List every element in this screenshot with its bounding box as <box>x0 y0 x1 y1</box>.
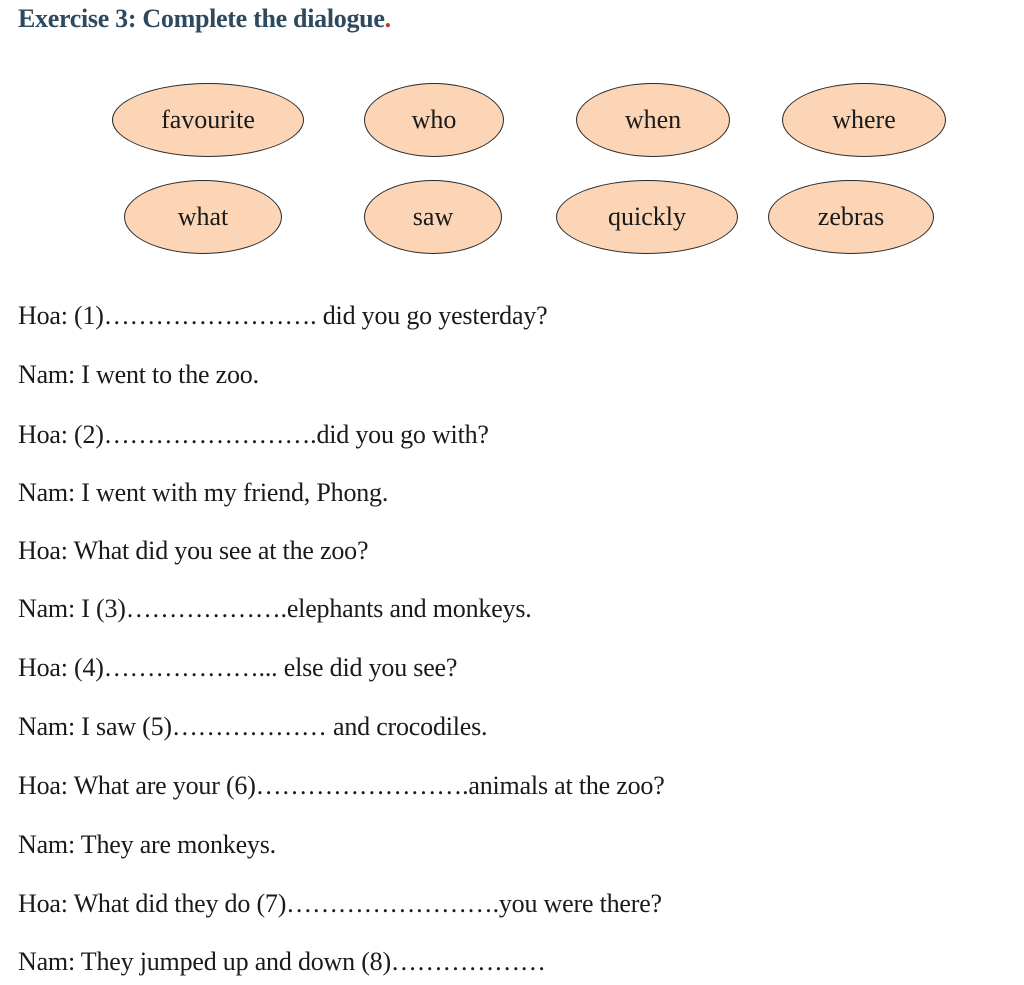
word-bubble-label: favourite <box>161 105 255 134</box>
dialogue-line: Hoa: (4)………………... else did you see? <box>18 653 458 682</box>
dialogue-line: Nam: I went to the zoo. <box>18 360 259 389</box>
exercise-title <box>18 4 391 34</box>
dialogue-line: Nam: I went with my friend, Phong. <box>18 478 389 507</box>
exercise-title-period: . <box>384 4 391 33</box>
dialogue-line: Hoa: What did you see at the zoo? <box>18 536 369 565</box>
word-bubble-quickly <box>556 180 738 254</box>
dialogue-line: Hoa: What did they do (7)…………………….you were there? <box>18 889 662 918</box>
word-bubble-favourite <box>112 83 304 157</box>
word-bubble-what <box>124 180 282 254</box>
dialogue-line: Hoa: (2)…………………….did you go with? <box>18 420 489 449</box>
word-bubble-label: when <box>624 105 682 134</box>
dialogue-line: Nam: I (3)……………….elephants and monkeys. <box>18 594 532 623</box>
exercise-title-text: Exercise 3: Complete the dialogue <box>18 4 385 33</box>
word-bubble-label: where <box>832 105 896 134</box>
word-bubble-label: what <box>177 202 229 231</box>
word-bubble-label: who <box>411 105 457 134</box>
word-bubble-saw <box>364 180 502 254</box>
word-bubble-label: zebras <box>817 202 885 231</box>
word-bubble-when <box>576 83 730 157</box>
dialogue-line: Hoa: (1)……………………. did you go yesterday? <box>18 301 548 330</box>
word-bubble-zebras <box>768 180 934 254</box>
dialogue-line: Nam: They jumped up and down (8)……………… <box>18 947 546 976</box>
dialogue-line: Nam: I saw (5)……………… and crocodiles. <box>18 712 488 741</box>
word-bubble-where <box>782 83 946 157</box>
word-bubble-label: saw <box>412 202 454 231</box>
dialogue-line: Nam: They are monkeys. <box>18 830 276 859</box>
dialogue-line: Hoa: What are your (6)…………………….animals at the zoo? <box>18 771 665 800</box>
word-bubble-label: quickly <box>608 202 686 231</box>
word-bubble-who <box>364 83 504 157</box>
